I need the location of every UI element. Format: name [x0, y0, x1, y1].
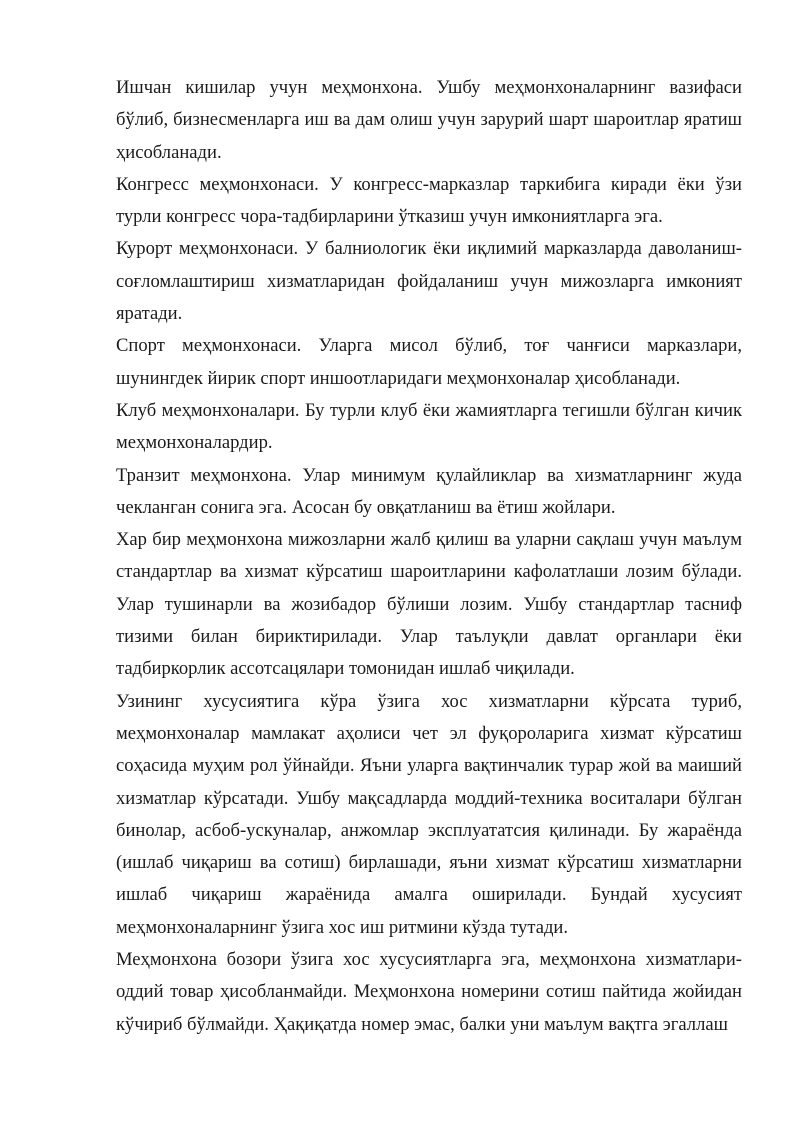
- paragraph-hotel-market: Меҳмонхона бозори ўзига хос хусусиятларга эга, меҳмонхона хизматлари-оддий товар ҳисобланмайди. Меҳмонхона номерини сотиш пайтида жойидан кўчириб бўлмайди. Ҳақиқатда номер эмас, балки уни маълум вақтга эгаллаш: [116, 949, 742, 1035]
- paragraph-congress-hotel: Конгресс меҳмонхонаси. У конгресс-марказлар таркибига киради ёки ўзи турли конгресс чора-тадбирларини ўтказиш учун имкониятларга эга.: [116, 173, 742, 228]
- paragraph-business-hotel: Ишчан кишилар учун меҳмонхона. Ушбу меҳмонхоналарнинг вазифаси бўлиб, бизнесменларга иш ва дам олиш учун зарурий шарт шароитлар яратиш ҳисобланади.: [116, 77, 742, 163]
- paragraph-standards: Хар бир меҳмонхона мижозларни жалб қилиш ва уларни сақлаш учун маълум стандартлар ва хизмат кўрсатиш шароитларини кафолатлаши лозим бўлади. Улар тушинарли ва жозибадор бўлиши лозим. Ушбу стандартлар тасниф тизими билан бириктирилади. Улар таълуқли давлат органлари ёки тадбиркорлик ассотсацялари томонидан ишлаб чиқилади.: [116, 529, 742, 680]
- paragraph-transit-hotel: Транзит меҳмонхона. Улар минимум қулайликлар ва хизматларнинг жуда чекланган сонига эга. Асосан бу овқатланиш ва ётиш жойлари.: [116, 464, 742, 518]
- document-body: [116, 72, 742, 1041]
- paragraph-hotel-features: Узининг хусусиятига кўра ўзига хос хизматларни кўрсата туриб, меҳмонхоналар мамлакат аҳолиси чет эл фуқороларига хизмат кўрсатиш соҳасида муҳим рол ўйнайди. Яъни уларга вақтинчалик турар жой ва маиший хизматлар кўрсатади. Ушбу мақсадларда моддий-техника воситалари бўлган бинолар, асбоб-ускуналар, анжомлар эксплуататсия қилинади. Бу жараёнда (ишлаб чиқариш ва сотиш) бирлашади, яъни хизмат кўрсатиш хизматларни ишлаб чиқариш жараёнида амалга оширилади. Бундай хусусият меҳмонхоналарнинг ўзига хос иш ритмини кўзда тутади.: [116, 690, 742, 938]
- paragraph-resort-hotel: Курорт меҳмонхонаси. У балниологик ёки иқлимий марказларда даволаниш-соғломлаштириш хизматларидан фойдаланиш учун мижозларга имконият яратади.: [116, 238, 742, 325]
- paragraph-club-hotels: Клуб меҳмонхоналари. Бу турли клуб ёки жамиятларга тегишли бўлган кичик меҳмонхоналардир.: [116, 399, 742, 454]
- paragraph-sport-hotel: Спорт меҳмонхонаси. Уларга мисол бўлиб, тоғ чанғиси марказлари, шунингдек йирик спорт иншоотларидаги меҳмонхоналар ҳисобланади.: [116, 335, 742, 389]
